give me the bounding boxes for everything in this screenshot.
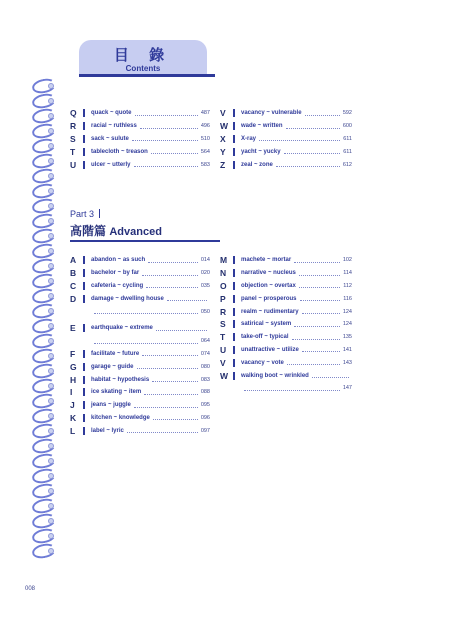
- entry-leader-dots: [142, 355, 198, 356]
- entry-range: quack ~ quote: [91, 110, 132, 117]
- spiral-ring: [30, 438, 64, 452]
- spiral-ring: [30, 183, 64, 197]
- spiral-ring: [30, 153, 64, 167]
- entry-page: 095: [200, 402, 210, 409]
- toc-column-left: [70, 107, 210, 171]
- toc-entry[interactable]: [70, 107, 210, 120]
- entry-page: 487: [200, 110, 210, 117]
- entry-range: zeal ~ zone: [241, 161, 273, 168]
- entry-bar: [83, 256, 85, 264]
- entry-bar: [83, 350, 85, 358]
- entry-page: 112: [343, 282, 352, 289]
- entry-page: 143: [342, 359, 352, 366]
- entry-range: realm ~ rudimentary: [241, 308, 299, 315]
- toc-entry-continuation: [220, 382, 352, 395]
- part-title-underline: [70, 240, 220, 242]
- entry-range: cafeteria ~ cycling: [91, 282, 144, 289]
- contents-title-tab: [79, 40, 207, 75]
- entry-bar: [83, 414, 85, 422]
- entry-leader-dots: [167, 300, 207, 301]
- entry-range: ulcer ~ utterly: [91, 161, 131, 168]
- entry-letter: V: [220, 108, 226, 119]
- toc-entry[interactable]: [220, 305, 352, 318]
- entry-leader-dots: [140, 128, 198, 129]
- entry-leader-dots: [299, 287, 340, 288]
- spiral-ring: [30, 363, 64, 377]
- entry-page: 510: [200, 135, 210, 142]
- entry-leader-dots: [284, 153, 341, 154]
- entry-range: objection ~ overtax: [241, 282, 296, 289]
- entry-letter: L: [70, 425, 76, 436]
- entry-page: 080: [200, 363, 210, 370]
- entry-leader-dots: [137, 368, 198, 369]
- entry-range: damage ~ dwelling house: [91, 295, 164, 302]
- spiral-ring: [30, 213, 64, 227]
- entry-leader-dots: [292, 339, 340, 340]
- entry-range: walking boot ~ wrinkled: [241, 372, 309, 379]
- spiral-ring: [30, 423, 64, 437]
- spiral-ring: [30, 168, 64, 182]
- entry-bar: [233, 372, 235, 380]
- toc-entry[interactable]: [70, 254, 210, 267]
- entry-range: sack ~ sulute: [91, 135, 129, 142]
- entry-bar: [83, 295, 85, 303]
- entry-page: 124: [342, 321, 352, 328]
- entry-range: facilitate ~ future: [91, 350, 140, 357]
- entry-letter: Q: [70, 108, 77, 119]
- entry-bar: [83, 109, 85, 117]
- spiral-ring: [30, 93, 64, 107]
- spiral-ring: [30, 333, 64, 347]
- entry-bar: [233, 161, 235, 169]
- entry-page: 116: [343, 295, 352, 302]
- entry-range: bachelor ~ by far: [91, 270, 140, 277]
- toc-entry[interactable]: [70, 348, 210, 361]
- spiral-ring: [30, 258, 64, 272]
- entry-leader-dots: [144, 394, 198, 395]
- toc-entry[interactable]: [70, 373, 210, 386]
- entry-page: 600: [342, 123, 352, 130]
- entry-range: racial ~ ruthless: [91, 123, 137, 130]
- contents-title-en: Contents: [125, 64, 161, 73]
- part-title-zh: 高階篇: [70, 224, 107, 238]
- toc-entry[interactable]: [70, 412, 210, 425]
- entry-page: 124: [342, 308, 352, 315]
- entry-bar: [233, 308, 235, 316]
- entry-leader-dots: [312, 377, 349, 378]
- entry-leader-dots: [259, 140, 340, 141]
- toc-entry[interactable]: [70, 158, 210, 171]
- entry-leader-dots: [300, 300, 341, 301]
- entry-page: 612: [342, 161, 352, 168]
- part-number: Part 3: [70, 209, 95, 219]
- contents-title-zh: 目 錄: [113, 47, 173, 64]
- page-number: 008: [25, 586, 36, 592]
- entry-leader-dots: [305, 115, 340, 116]
- entry-leader-dots: [132, 140, 198, 141]
- entry-leader-dots: [94, 313, 198, 314]
- entry-leader-dots: [276, 166, 340, 167]
- entry-letter: T: [70, 146, 76, 157]
- toc-entry-continuation: [70, 305, 210, 318]
- entry-letter: X: [220, 133, 226, 144]
- entry-bar: [233, 320, 235, 328]
- entry-bar: [83, 135, 85, 143]
- entry-bar: [233, 333, 235, 341]
- spiral-ring: [30, 78, 64, 92]
- entry-letter: N: [220, 268, 227, 279]
- entry-bar: [233, 135, 235, 143]
- entry-letter: H: [70, 374, 77, 385]
- entry-range: satirical ~ system: [241, 321, 292, 328]
- spiral-ring: [30, 528, 64, 542]
- toc-entry[interactable]: [220, 158, 352, 171]
- part-title: [70, 222, 162, 239]
- entry-letter: W: [220, 121, 229, 132]
- entry-letter: M: [220, 255, 228, 266]
- entry-letter: R: [70, 121, 77, 132]
- spiral-ring: [30, 198, 64, 212]
- entry-leader-dots: [294, 262, 340, 263]
- toc-entry[interactable]: [70, 386, 210, 399]
- entry-page: 014: [200, 257, 210, 264]
- entry-leader-dots: [156, 330, 207, 331]
- toc-entry[interactable]: [220, 292, 352, 305]
- entry-letter: Z: [220, 159, 226, 170]
- toc-entry[interactable]: [70, 322, 210, 335]
- entry-range: ice skating ~ item: [91, 389, 142, 396]
- entry-leader-dots: [244, 390, 340, 391]
- entry-letter: E: [70, 323, 76, 334]
- entry-bar: [233, 295, 235, 303]
- entry-bar: [233, 269, 235, 277]
- entry-range: garage ~ guide: [91, 363, 134, 370]
- toc-entry[interactable]: [220, 120, 352, 133]
- entry-letter: D: [70, 293, 77, 304]
- entry-range: abandon ~ as such: [91, 257, 146, 264]
- toc-entry[interactable]: [220, 254, 352, 267]
- part-separator: [99, 209, 100, 218]
- entry-page: 096: [200, 414, 210, 421]
- spiral-ring: [30, 348, 64, 362]
- toc-entry[interactable]: [220, 267, 352, 280]
- entry-letter: R: [220, 306, 227, 317]
- spiral-ring: [30, 318, 64, 332]
- part3-column-right: [220, 254, 352, 395]
- entry-range: earthquake ~ extreme: [91, 325, 153, 332]
- entry-bar: [83, 427, 85, 435]
- entry-bar: [83, 363, 85, 371]
- entry-page: 135: [342, 334, 352, 341]
- entry-letter: B: [70, 268, 77, 279]
- entry-bar: [233, 148, 235, 156]
- entry-range: wade ~ written: [241, 123, 283, 130]
- entry-page: 583: [200, 161, 210, 168]
- entry-leader-dots: [146, 287, 198, 288]
- entry-letter: K: [70, 412, 77, 423]
- entry-page: 083: [200, 376, 210, 383]
- entry-page: 035: [200, 282, 210, 289]
- entry-range: jeans ~ juggle: [91, 402, 131, 409]
- spiral-ring: [30, 468, 64, 482]
- spiral-ring: [30, 453, 64, 467]
- entry-letter: F: [70, 348, 76, 359]
- entry-letter: I: [70, 387, 73, 398]
- toc-entry[interactable]: [220, 280, 352, 293]
- toc-entry[interactable]: [220, 318, 352, 331]
- part-label: [70, 209, 100, 219]
- entry-letter: T: [220, 332, 226, 343]
- entry-letter: C: [70, 280, 77, 291]
- toc-entry-continuation: [70, 335, 210, 348]
- spiral-ring: [30, 378, 64, 392]
- entry-range: X-ray: [241, 135, 257, 142]
- entry-letter: U: [70, 159, 77, 170]
- entry-bar: [83, 401, 85, 409]
- entry-leader-dots: [152, 381, 198, 382]
- spiral-ring: [30, 288, 64, 302]
- entry-range: vacancy ~ vote: [241, 359, 284, 366]
- entry-bar: [83, 376, 85, 384]
- entry-leader-dots: [302, 313, 340, 314]
- toc-entry[interactable]: [70, 292, 210, 305]
- entry-range: take-off ~ typical: [241, 334, 289, 341]
- toc-entry[interactable]: [70, 120, 210, 133]
- entry-leader-dots: [151, 153, 198, 154]
- entry-range: unattractive ~ utilize: [241, 346, 299, 353]
- entry-letter: S: [220, 319, 226, 330]
- entry-bar: [233, 109, 235, 117]
- entry-page: 020: [200, 270, 210, 277]
- entry-bar: [83, 161, 85, 169]
- toc-entry[interactable]: [70, 424, 210, 437]
- toc-entry[interactable]: [70, 360, 210, 373]
- spiral-ring: [30, 543, 64, 557]
- entry-range: panel ~ prosperous: [241, 295, 297, 302]
- entry-leader-dots: [294, 326, 340, 327]
- entry-bar: [83, 388, 85, 396]
- entry-bar: [233, 122, 235, 130]
- spiral-ring: [30, 123, 64, 137]
- spiral-ring: [30, 483, 64, 497]
- entry-bar: [233, 282, 235, 290]
- toc-entry[interactable]: [70, 133, 210, 146]
- entry-page: 114: [343, 270, 352, 277]
- entry-bar: [83, 282, 85, 290]
- entry-bar: [233, 346, 235, 354]
- toc-column-right: [220, 107, 352, 171]
- toc-entry[interactable]: [70, 280, 210, 293]
- entry-letter: A: [70, 255, 77, 266]
- entry-range: label ~ lyric: [91, 427, 124, 434]
- entry-leader-dots: [153, 419, 198, 420]
- entry-range: vacancy ~ vulnerable: [241, 110, 302, 117]
- entry-range: habitat ~ hypothesis: [91, 376, 150, 383]
- toc-entry[interactable]: [220, 107, 352, 120]
- entry-leader-dots: [302, 351, 340, 352]
- entry-letter: O: [220, 280, 227, 291]
- spiral-binding: [30, 78, 64, 558]
- entry-letter: J: [70, 400, 75, 411]
- spiral-ring: [30, 393, 64, 407]
- entry-letter: V: [220, 357, 226, 368]
- entry-range: narrative ~ nucleus: [241, 270, 296, 277]
- entry-bar: [83, 122, 85, 130]
- entry-page: 611: [343, 148, 352, 155]
- toc-entry[interactable]: [220, 145, 352, 158]
- entry-leader-dots: [287, 364, 340, 365]
- toc-entry[interactable]: [220, 344, 352, 357]
- entry-letter: P: [220, 293, 226, 304]
- entry-letter: G: [70, 361, 77, 372]
- entry-letter: U: [220, 344, 227, 355]
- toc-entry[interactable]: [70, 399, 210, 412]
- entry-page: 496: [200, 123, 210, 130]
- toc-entry[interactable]: [220, 369, 352, 382]
- spiral-ring: [30, 408, 64, 422]
- entry-bar: [83, 324, 85, 332]
- entry-leader-dots: [135, 115, 198, 116]
- spiral-ring: [30, 138, 64, 152]
- entry-range: yacht ~ yucky: [241, 148, 281, 155]
- entry-bar: [233, 256, 235, 264]
- entry-leader-dots: [134, 407, 198, 408]
- entry-leader-dots: [299, 275, 340, 276]
- entry-leader-dots: [286, 128, 340, 129]
- toc-entry[interactable]: [220, 133, 352, 146]
- entry-page: 592: [342, 110, 352, 117]
- entry-leader-dots: [127, 432, 198, 433]
- toc-entry[interactable]: [70, 145, 210, 158]
- entry-page: 064: [200, 338, 210, 345]
- entry-page: 050: [200, 308, 210, 315]
- entry-letter: Y: [220, 146, 226, 157]
- entry-leader-dots: [94, 343, 198, 344]
- spiral-ring: [30, 273, 64, 287]
- entry-page: 102: [342, 257, 352, 264]
- spiral-ring: [30, 303, 64, 317]
- spiral-ring: [30, 108, 64, 122]
- entry-leader-dots: [142, 275, 198, 276]
- entry-page: 097: [200, 427, 210, 434]
- entry-page: 141: [342, 346, 352, 353]
- entry-letter: S: [70, 133, 76, 144]
- entry-leader-dots: [148, 262, 198, 263]
- title-underline: [79, 74, 215, 77]
- entry-page: 147: [342, 385, 352, 392]
- entry-range: kitchen ~ knowledge: [91, 414, 150, 421]
- spiral-ring: [30, 228, 64, 242]
- entry-page: 074: [200, 350, 210, 357]
- toc-entry[interactable]: [70, 267, 210, 280]
- entry-page: 611: [343, 135, 352, 142]
- entry-leader-dots: [134, 166, 198, 167]
- entry-page: 564: [200, 148, 210, 155]
- toc-entry[interactable]: [220, 356, 352, 369]
- part3-column-left: [70, 254, 210, 437]
- part-title-en: Advanced: [109, 226, 162, 238]
- entry-bar: [83, 269, 85, 277]
- spiral-ring: [30, 243, 64, 257]
- spiral-ring: [30, 513, 64, 527]
- entry-page: 088: [200, 389, 210, 396]
- spiral-ring: [30, 498, 64, 512]
- entry-bar: [233, 359, 235, 367]
- toc-entry[interactable]: [220, 331, 352, 344]
- entry-range: tablecloth ~ treason: [91, 148, 148, 155]
- entry-bar: [83, 148, 85, 156]
- entry-range: machete ~ mortar: [241, 257, 292, 264]
- entry-letter: W: [220, 370, 229, 381]
